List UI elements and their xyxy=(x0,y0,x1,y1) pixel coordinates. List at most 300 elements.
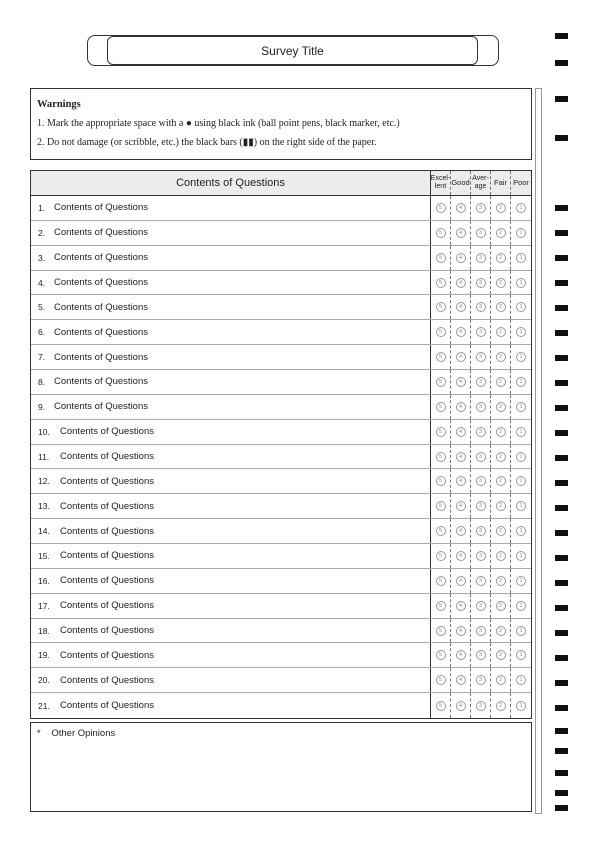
answer-cell-good xyxy=(451,469,471,493)
answer-cell-fair xyxy=(491,295,511,319)
answer-bubble-good[interactable]: 4 xyxy=(456,452,466,462)
answer-bubble-poor[interactable]: 1 xyxy=(516,476,526,486)
header-excellent-label: Excel- lent xyxy=(430,175,451,190)
answer-cell-good xyxy=(451,668,471,692)
answer-bubble-fair[interactable]: 2 xyxy=(496,650,506,660)
question-text: Contents of Questions xyxy=(54,301,148,313)
answer-cell-excellent xyxy=(431,196,451,220)
table-row xyxy=(31,569,531,594)
answer-cell-poor xyxy=(511,395,531,419)
answer-bubble-poor[interactable]: 1 xyxy=(516,601,526,611)
answer-cell-excellent xyxy=(431,345,451,369)
opinions-label: Other Opinions xyxy=(51,728,116,739)
answer-bubble-good[interactable]: 4 xyxy=(456,626,466,636)
question-number: 6. xyxy=(38,327,46,338)
answer-bubble-excellent[interactable]: 5 xyxy=(436,576,446,586)
answer-bubble-excellent[interactable]: 5 xyxy=(436,203,446,213)
answer-cell-fair xyxy=(491,693,511,718)
answer-bubble-poor[interactable]: 1 xyxy=(516,701,526,711)
question-text-cell xyxy=(31,295,431,319)
table-row xyxy=(31,494,531,519)
answer-bubble-good[interactable]: 4 xyxy=(456,402,466,412)
answer-bubble-average[interactable]: 3 xyxy=(476,501,486,511)
table-row xyxy=(31,445,531,470)
answer-cell-poor xyxy=(511,246,531,270)
answer-bubble-good[interactable]: 4 xyxy=(456,601,466,611)
question-text: Contents of Questions xyxy=(60,649,154,661)
question-text: Contents of Questions xyxy=(60,575,154,587)
timing-mark xyxy=(555,33,568,39)
answer-bubble-average[interactable]: 3 xyxy=(476,228,486,238)
question-number: 18. xyxy=(38,625,50,636)
header-good xyxy=(451,171,471,195)
question-text-cell xyxy=(31,693,431,718)
timing-mark xyxy=(555,255,568,261)
answer-cell-fair xyxy=(491,345,511,369)
answer-cell-excellent xyxy=(431,594,451,618)
answer-cell-fair xyxy=(491,445,511,469)
question-number: 20. xyxy=(38,675,50,686)
answer-bubble-good[interactable]: 4 xyxy=(456,327,466,337)
answer-bubble-good[interactable]: 4 xyxy=(456,253,466,263)
timing-mark xyxy=(555,790,568,796)
answer-bubble-poor[interactable]: 1 xyxy=(516,203,526,213)
answer-cell-excellent xyxy=(431,320,451,344)
question-number: 17. xyxy=(38,600,50,611)
header-fair-label: Fair xyxy=(494,178,507,187)
timing-mark xyxy=(555,355,568,361)
answer-cell-average xyxy=(471,594,491,618)
answer-cell-fair xyxy=(491,370,511,394)
answer-bubble-fair[interactable]: 2 xyxy=(496,427,506,437)
answer-bubble-good[interactable]: 4 xyxy=(456,675,466,685)
answer-cell-good xyxy=(451,370,471,394)
answer-bubble-excellent[interactable]: 5 xyxy=(436,377,446,387)
answer-cell-fair xyxy=(491,420,511,444)
question-text-cell xyxy=(31,196,431,220)
answer-bubble-poor[interactable]: 1 xyxy=(516,302,526,312)
timing-mark xyxy=(555,455,568,461)
answer-cell-fair xyxy=(491,519,511,543)
answer-cell-fair xyxy=(491,569,511,593)
answer-cell-excellent xyxy=(431,246,451,270)
timing-mark xyxy=(555,405,568,411)
answer-bubble-excellent[interactable]: 5 xyxy=(436,526,446,536)
answer-bubble-poor[interactable]: 1 xyxy=(516,402,526,412)
question-text: Contents of Questions xyxy=(54,351,148,363)
answer-cell-poor xyxy=(511,420,531,444)
answer-cell-poor xyxy=(511,569,531,593)
question-number: 13. xyxy=(38,501,50,512)
timing-mark xyxy=(555,280,568,286)
question-text: Contents of Questions xyxy=(54,401,148,413)
question-number: 5. xyxy=(38,302,46,313)
timing-mark xyxy=(555,655,568,661)
answer-cell-poor xyxy=(511,445,531,469)
answer-cell-fair xyxy=(491,395,511,419)
question-text-cell xyxy=(31,569,431,593)
answer-cell-fair xyxy=(491,594,511,618)
table-row xyxy=(31,246,531,271)
answer-bubble-fair[interactable]: 2 xyxy=(496,626,506,636)
answer-bubble-good[interactable]: 4 xyxy=(456,278,466,288)
answer-bubble-poor[interactable]: 1 xyxy=(516,377,526,387)
answer-bubble-good[interactable]: 4 xyxy=(456,203,466,213)
survey-title-text: Survey Title xyxy=(261,43,324,58)
answer-bubble-fair[interactable]: 2 xyxy=(496,352,506,362)
question-text: Contents of Questions xyxy=(60,500,154,512)
timing-mark xyxy=(555,605,568,611)
answer-cell-excellent xyxy=(431,445,451,469)
answer-cell-average xyxy=(471,544,491,568)
answer-cell-excellent xyxy=(431,519,451,543)
answer-cell-good xyxy=(451,395,471,419)
answer-cell-excellent xyxy=(431,643,451,667)
answer-cell-good xyxy=(451,445,471,469)
question-text: Contents of Questions xyxy=(54,252,148,264)
answer-bubble-good[interactable]: 4 xyxy=(456,377,466,387)
answer-bubble-fair[interactable]: 2 xyxy=(496,402,506,412)
answer-cell-good xyxy=(451,544,471,568)
question-text-cell xyxy=(31,320,431,344)
answer-bubble-excellent[interactable]: 5 xyxy=(436,551,446,561)
question-text: Contents of Questions xyxy=(60,451,154,463)
answer-cell-poor xyxy=(511,643,531,667)
answer-cell-fair xyxy=(491,494,511,518)
answer-cell-good xyxy=(451,345,471,369)
answer-cell-average xyxy=(471,569,491,593)
timing-mark xyxy=(555,805,568,811)
timing-mark xyxy=(555,205,568,211)
answer-cell-excellent xyxy=(431,494,451,518)
answer-bubble-good[interactable]: 4 xyxy=(456,302,466,312)
question-number: 4. xyxy=(38,277,46,288)
answer-cell-average xyxy=(471,196,491,220)
question-text-cell xyxy=(31,594,431,618)
question-table xyxy=(30,170,532,719)
answer-bubble-fair[interactable]: 2 xyxy=(496,701,506,711)
answer-bubble-average[interactable]: 3 xyxy=(476,476,486,486)
answer-bubble-good[interactable]: 4 xyxy=(456,427,466,437)
answer-bubble-good[interactable]: 4 xyxy=(456,650,466,660)
answer-bubble-poor[interactable]: 1 xyxy=(516,452,526,462)
question-number: 16. xyxy=(38,575,50,586)
answer-cell-excellent xyxy=(431,569,451,593)
answer-bubble-good[interactable]: 4 xyxy=(456,701,466,711)
question-number: 11. xyxy=(38,451,50,462)
timing-mark xyxy=(555,380,568,386)
question-text-cell xyxy=(31,519,431,543)
answer-bubble-average[interactable]: 3 xyxy=(476,576,486,586)
answer-bubble-average[interactable]: 3 xyxy=(476,427,486,437)
answer-bubble-excellent[interactable]: 5 xyxy=(436,650,446,660)
table-row xyxy=(31,345,531,370)
answer-cell-excellent xyxy=(431,619,451,643)
answer-bubble-fair[interactable]: 2 xyxy=(496,377,506,387)
answer-bubble-fair[interactable]: 2 xyxy=(496,327,506,337)
answer-cell-poor xyxy=(511,619,531,643)
question-text: Contents of Questions xyxy=(60,674,154,686)
answer-bubble-excellent[interactable]: 5 xyxy=(436,675,446,685)
question-text-cell xyxy=(31,494,431,518)
answer-cell-good xyxy=(451,494,471,518)
question-number: 1. xyxy=(38,202,46,213)
question-text: Contents of Questions xyxy=(60,426,154,438)
answer-cell-average xyxy=(471,345,491,369)
answer-bubble-good[interactable]: 4 xyxy=(456,526,466,536)
question-text-cell xyxy=(31,246,431,270)
answer-bubble-poor[interactable]: 1 xyxy=(516,228,526,238)
answer-bubble-fair[interactable]: 2 xyxy=(496,601,506,611)
answer-bubble-excellent[interactable]: 5 xyxy=(436,626,446,636)
answer-cell-fair xyxy=(491,221,511,245)
answer-bubble-average[interactable]: 3 xyxy=(476,701,486,711)
answer-bubble-good[interactable]: 4 xyxy=(456,501,466,511)
answer-cell-fair xyxy=(491,271,511,295)
timing-mark xyxy=(555,330,568,336)
timing-mark xyxy=(555,60,568,66)
answer-cell-excellent xyxy=(431,420,451,444)
question-number: 9. xyxy=(38,401,46,412)
table-row xyxy=(31,221,531,246)
opinions-marker: * xyxy=(37,728,41,739)
answer-bubble-fair[interactable]: 2 xyxy=(496,452,506,462)
answer-bubble-poor[interactable]: 1 xyxy=(516,675,526,685)
answer-bubble-average[interactable]: 3 xyxy=(476,377,486,387)
answer-bubble-excellent[interactable]: 5 xyxy=(436,427,446,437)
answer-bubble-fair[interactable]: 2 xyxy=(496,203,506,213)
answer-cell-poor xyxy=(511,469,531,493)
answer-cell-good xyxy=(451,420,471,444)
warning-line-2: 2. Do not damage (or scribble, etc.) the black bars (▮▮) on the right side of the paper. xyxy=(37,137,377,148)
table-row xyxy=(31,693,531,718)
answer-bubble-fair[interactable]: 2 xyxy=(496,501,506,511)
answer-bubble-fair[interactable]: 2 xyxy=(496,228,506,238)
question-text: Contents of Questions xyxy=(60,550,154,562)
answer-bubble-poor[interactable]: 1 xyxy=(516,551,526,561)
answer-cell-good xyxy=(451,519,471,543)
survey-title xyxy=(107,36,478,65)
answer-cell-fair xyxy=(491,246,511,270)
answer-cell-poor xyxy=(511,295,531,319)
answer-cell-poor xyxy=(511,494,531,518)
answer-bubble-excellent[interactable]: 5 xyxy=(436,701,446,711)
timing-mark xyxy=(555,630,568,636)
answer-cell-poor xyxy=(511,221,531,245)
question-text: Contents of Questions xyxy=(54,376,148,388)
question-table-header xyxy=(31,171,531,196)
answer-bubble-average[interactable]: 3 xyxy=(476,302,486,312)
answer-cell-excellent xyxy=(431,295,451,319)
answer-cell-average xyxy=(471,246,491,270)
answer-bubble-excellent[interactable]: 5 xyxy=(436,352,446,362)
table-row xyxy=(31,370,531,395)
answer-cell-fair xyxy=(491,619,511,643)
answer-bubble-average[interactable]: 3 xyxy=(476,675,486,685)
question-text: Contents of Questions xyxy=(54,202,148,214)
answer-bubble-average[interactable]: 3 xyxy=(476,650,486,660)
question-number: 3. xyxy=(38,252,46,263)
answer-bubble-poor[interactable]: 1 xyxy=(516,626,526,636)
answer-bubble-average[interactable]: 3 xyxy=(476,327,486,337)
answer-bubble-excellent[interactable]: 5 xyxy=(436,253,446,263)
question-text-cell xyxy=(31,469,431,493)
answer-bubble-excellent[interactable]: 5 xyxy=(436,228,446,238)
answer-bubble-poor[interactable]: 1 xyxy=(516,327,526,337)
answer-bubble-excellent[interactable]: 5 xyxy=(436,476,446,486)
answer-bubble-fair[interactable]: 2 xyxy=(496,526,506,536)
question-table-body xyxy=(31,196,531,718)
answer-bubble-average[interactable]: 3 xyxy=(476,402,486,412)
timing-mark xyxy=(555,230,568,236)
answer-bubble-good[interactable]: 4 xyxy=(456,551,466,561)
answer-bubble-excellent[interactable]: 5 xyxy=(436,278,446,288)
answer-bubble-excellent[interactable]: 5 xyxy=(436,601,446,611)
header-poor xyxy=(511,171,531,195)
answer-cell-fair xyxy=(491,320,511,344)
other-opinions-box[interactable] xyxy=(30,722,532,812)
answer-cell-good xyxy=(451,196,471,220)
answer-bubble-average[interactable]: 3 xyxy=(476,551,486,561)
question-text-cell xyxy=(31,544,431,568)
answer-bubble-fair[interactable]: 2 xyxy=(496,576,506,586)
answer-cell-excellent xyxy=(431,668,451,692)
answer-bubble-fair[interactable]: 2 xyxy=(496,551,506,561)
table-row xyxy=(31,295,531,320)
header-good-label: Good xyxy=(451,178,470,187)
question-text-cell xyxy=(31,420,431,444)
question-text: Contents of Questions xyxy=(60,625,154,637)
answer-cell-average xyxy=(471,271,491,295)
answer-cell-poor xyxy=(511,668,531,692)
question-text-cell xyxy=(31,271,431,295)
answer-bubble-poor[interactable]: 1 xyxy=(516,501,526,511)
answer-cell-poor xyxy=(511,693,531,718)
answer-bubble-average[interactable]: 3 xyxy=(476,626,486,636)
question-text: Contents of Questions xyxy=(54,227,148,239)
answer-cell-average xyxy=(471,643,491,667)
timing-mark xyxy=(555,728,568,734)
answer-bubble-poor[interactable]: 1 xyxy=(516,427,526,437)
answer-bubble-average[interactable]: 3 xyxy=(476,601,486,611)
answer-cell-fair xyxy=(491,469,511,493)
answer-cell-average xyxy=(471,619,491,643)
answer-bubble-excellent[interactable]: 5 xyxy=(436,302,446,312)
answer-cell-fair xyxy=(491,643,511,667)
question-number: 7. xyxy=(38,352,46,363)
answer-bubble-fair[interactable]: 2 xyxy=(496,675,506,685)
warnings-title: Warnings xyxy=(37,99,81,110)
answer-cell-poor xyxy=(511,320,531,344)
answer-bubble-good[interactable]: 4 xyxy=(456,228,466,238)
answer-cell-poor xyxy=(511,519,531,543)
answer-cell-average xyxy=(471,519,491,543)
answer-cell-poor xyxy=(511,345,531,369)
timing-mark xyxy=(555,580,568,586)
table-row xyxy=(31,420,531,445)
question-number: 19. xyxy=(38,650,50,661)
answer-bubble-average[interactable]: 3 xyxy=(476,278,486,288)
header-excellent xyxy=(431,171,451,195)
table-row xyxy=(31,320,531,345)
timing-mark xyxy=(555,770,568,776)
answer-cell-average xyxy=(471,420,491,444)
answer-bubble-good[interactable]: 4 xyxy=(456,476,466,486)
answer-cell-average xyxy=(471,494,491,518)
answer-cell-good xyxy=(451,643,471,667)
answer-cell-average xyxy=(471,320,491,344)
answer-bubble-poor[interactable]: 1 xyxy=(516,278,526,288)
answer-bubble-fair[interactable]: 2 xyxy=(496,278,506,288)
question-number: 12. xyxy=(38,476,50,487)
answer-cell-good xyxy=(451,271,471,295)
answer-bubble-excellent[interactable]: 5 xyxy=(436,501,446,511)
table-row xyxy=(31,594,531,619)
question-text: Contents of Questions xyxy=(54,277,148,288)
answer-cell-average xyxy=(471,395,491,419)
answer-bubble-poor[interactable]: 1 xyxy=(516,576,526,586)
table-row xyxy=(31,668,531,693)
answer-cell-excellent xyxy=(431,469,451,493)
answer-cell-poor xyxy=(511,271,531,295)
table-row xyxy=(31,469,531,494)
answer-bubble-average[interactable]: 3 xyxy=(476,203,486,213)
question-text: Contents of Questions xyxy=(60,475,154,487)
answer-bubble-average[interactable]: 3 xyxy=(476,352,486,362)
answer-cell-poor xyxy=(511,370,531,394)
timing-mark xyxy=(555,555,568,561)
answer-bubble-good[interactable]: 4 xyxy=(456,352,466,362)
question-text-cell xyxy=(31,395,431,419)
answer-bubble-poor[interactable]: 1 xyxy=(516,650,526,660)
answer-bubble-average[interactable]: 3 xyxy=(476,253,486,263)
answer-bubble-poor[interactable]: 1 xyxy=(516,526,526,536)
header-fair xyxy=(491,171,511,195)
answer-cell-poor xyxy=(511,594,531,618)
answer-bubble-excellent[interactable]: 5 xyxy=(436,327,446,337)
warnings-box xyxy=(30,88,532,160)
question-text: Contents of Questions xyxy=(60,700,154,712)
timing-mark xyxy=(555,530,568,536)
table-row xyxy=(31,519,531,544)
answer-cell-fair xyxy=(491,544,511,568)
answer-bubble-average[interactable]: 3 xyxy=(476,452,486,462)
answer-cell-good xyxy=(451,320,471,344)
timing-mark xyxy=(555,748,568,754)
answer-bubble-fair[interactable]: 2 xyxy=(496,302,506,312)
answer-bubble-poor[interactable]: 1 xyxy=(516,253,526,263)
answer-bubble-excellent[interactable]: 5 xyxy=(436,452,446,462)
answer-cell-excellent xyxy=(431,221,451,245)
table-row xyxy=(31,395,531,420)
question-text-cell xyxy=(31,370,431,394)
answer-bubble-fair[interactable]: 2 xyxy=(496,253,506,263)
answer-cell-fair xyxy=(491,668,511,692)
answer-cell-good xyxy=(451,295,471,319)
answer-bubble-fair[interactable]: 2 xyxy=(496,476,506,486)
table-row xyxy=(31,643,531,668)
question-number: 2. xyxy=(38,227,46,238)
answer-cell-good xyxy=(451,246,471,270)
question-number: 15. xyxy=(38,550,50,561)
answer-bubble-good[interactable]: 4 xyxy=(456,576,466,586)
answer-bubble-average[interactable]: 3 xyxy=(476,526,486,536)
answer-bubble-poor[interactable]: 1 xyxy=(516,352,526,362)
answer-cell-poor xyxy=(511,196,531,220)
answer-bubble-excellent[interactable]: 5 xyxy=(436,402,446,412)
answer-cell-good xyxy=(451,693,471,718)
answer-cell-excellent xyxy=(431,395,451,419)
